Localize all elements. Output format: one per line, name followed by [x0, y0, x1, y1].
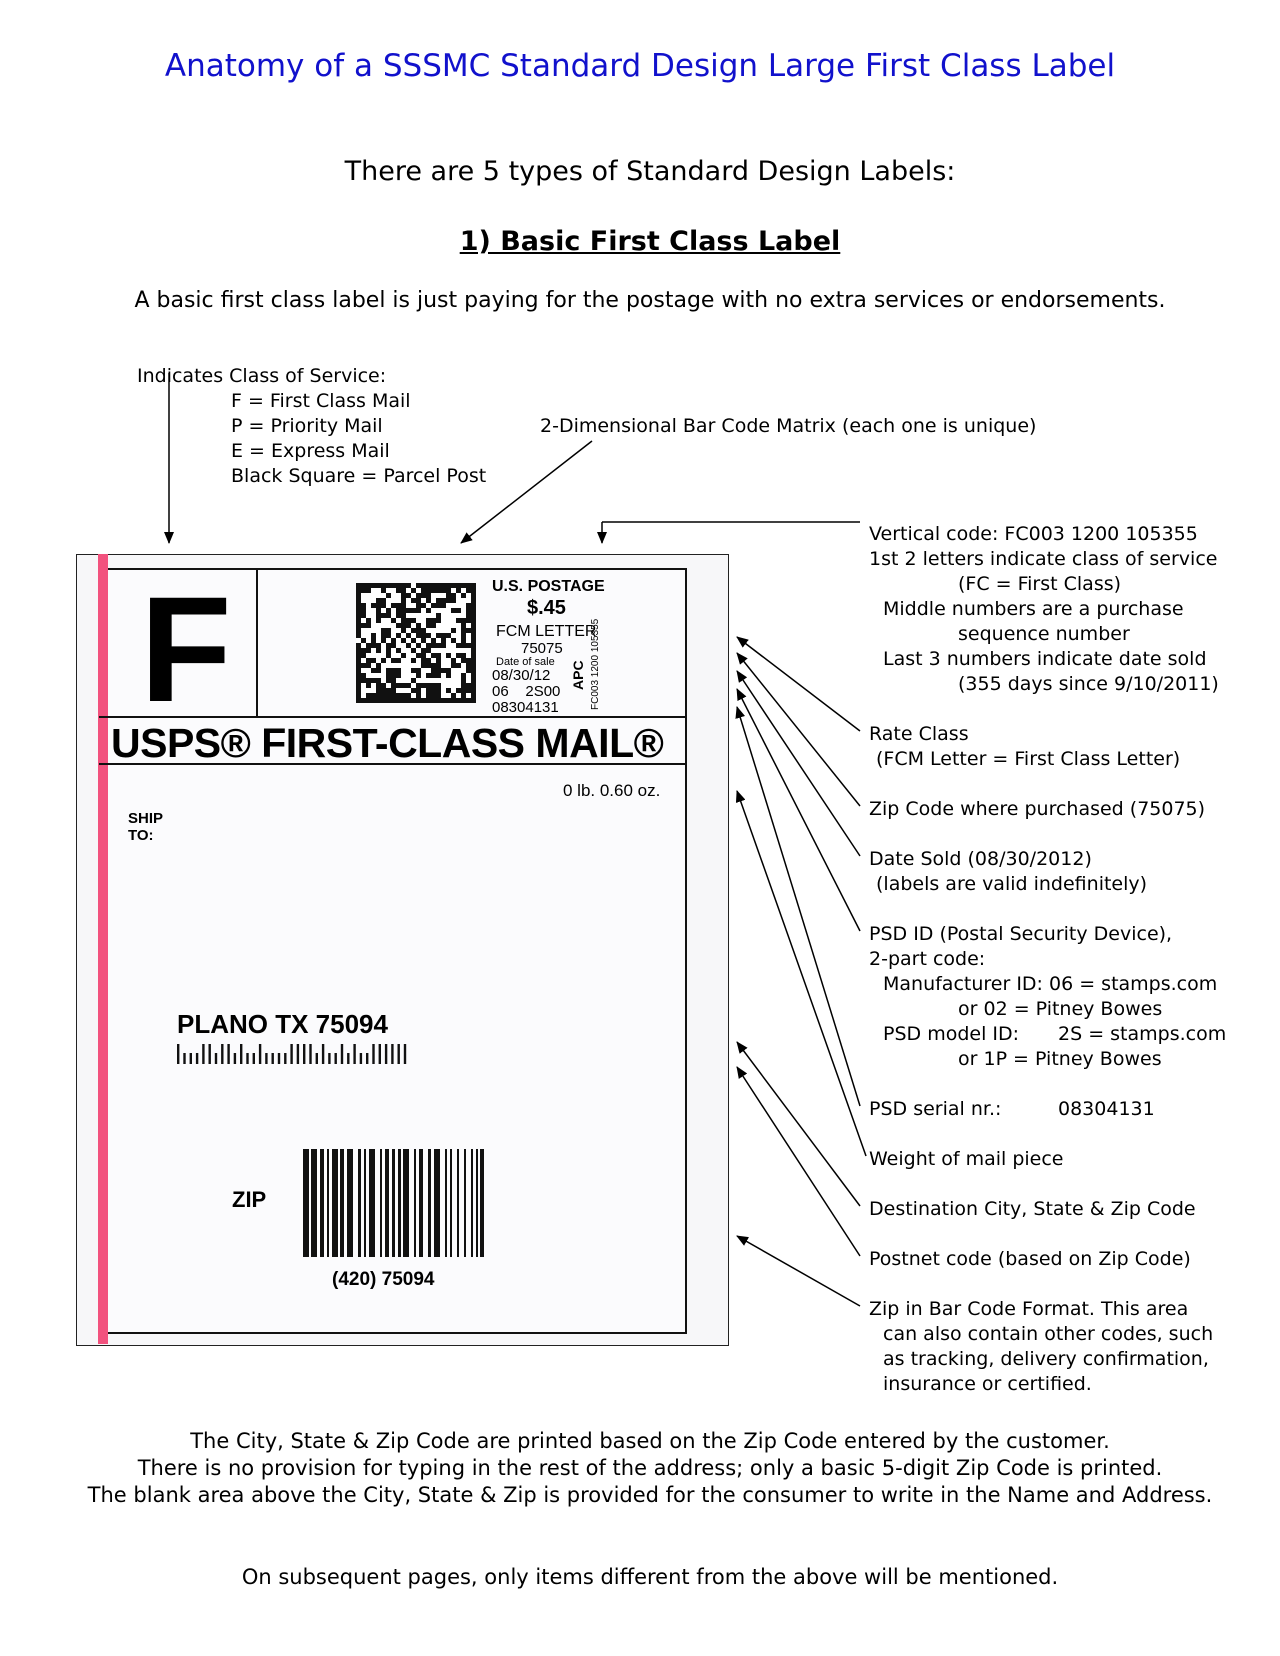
- label-divider: [256, 568, 258, 718]
- footer-last-line: On subsequent pages, only items different from the above will be mentioned.: [241, 1565, 1059, 1589]
- postnet-barcode: [177, 1042, 417, 1066]
- footer-line: There is no provision for typing in the rest of the address; only a basic 5-digit Zip Code is printed.: [137, 1456, 1163, 1480]
- vertical-code-note: (355 days since 9/10/2011): [958, 673, 1219, 695]
- datamatrix-barcode: [356, 583, 476, 703]
- vertical-code-note: (FC = First Class): [958, 573, 1122, 595]
- vertical-code-note: sequence number: [958, 623, 1130, 645]
- rate-class-note: Rate Class: [869, 723, 969, 745]
- class-letter: F: [140, 565, 232, 733]
- arrow-destination: [737, 1042, 860, 1206]
- psd-note: 2S = stamps.com: [1058, 1023, 1227, 1045]
- serial-note: 08304131: [1058, 1098, 1155, 1120]
- arrow-date-sold: [737, 671, 860, 856]
- arrow-weight: [737, 791, 866, 1156]
- ship-to-label: SHIP: [128, 810, 164, 827]
- class-note-line: E = Express Mail: [231, 440, 390, 462]
- rate-class-note: (FCM Letter = First Class Letter): [876, 748, 1181, 770]
- arrow-barcode-matrix: [461, 441, 592, 543]
- class-note-heading: Indicates Class of Service:: [137, 365, 387, 387]
- purchase-zip: 75075: [521, 640, 563, 657]
- arrow-postnet: [737, 1067, 860, 1256]
- mail-weight: 0 lb. 0.60 oz.: [563, 781, 661, 800]
- psd-note: or 02 = Pitney Bowes: [958, 998, 1163, 1020]
- zip-barcode-note: can also contain other codes, such: [883, 1323, 1214, 1345]
- intro-text: A basic first class label is just paying for the postage with no extra services or endorsements.: [134, 288, 1166, 313]
- psd-note: PSD model ID:: [883, 1023, 1020, 1045]
- zip-purchased-note: Zip Code where purchased (75075): [869, 798, 1206, 820]
- arrow-zip-purchased: [737, 653, 860, 806]
- psd-note: PSD ID (Postal Security Device),: [869, 923, 1173, 945]
- date-sold-note: (labels are valid indefinitely): [876, 873, 1148, 895]
- arrow-zip-barcode: [737, 1236, 860, 1306]
- postnet-note: Postnet code (based on Zip Code): [869, 1248, 1191, 1270]
- sale-date: 08/30/12: [492, 667, 551, 684]
- ship-to-label: TO:: [128, 827, 154, 844]
- psd-serial: 08304131: [492, 699, 559, 716]
- psd-note: Manufacturer ID: 06 = stamps.com: [883, 973, 1218, 995]
- zip-barcode-text: (420) 75094: [332, 1269, 435, 1290]
- zip-barcode-note: Zip in Bar Code Format. This area: [869, 1298, 1189, 1320]
- section-heading: 1) Basic First Class Label: [459, 226, 841, 257]
- barcode-note: 2-Dimensional Bar Code Matrix (each one is unique): [540, 415, 1037, 437]
- footer-line: The City, State & Zip Code are printed based on the Zip Code entered by the customer.: [190, 1429, 1110, 1453]
- vertical-code: FC003 1200 105355: [590, 618, 601, 710]
- footer-line: The blank area above the City, State & Zip is provided for the consumer to write in the Name and Address.: [87, 1483, 1213, 1507]
- date-caption: Date of sale: [496, 656, 555, 668]
- postage-amount: $.45: [527, 597, 566, 619]
- date-sold-note: Date Sold (08/30/2012): [869, 848, 1092, 870]
- arrow-psd: [737, 689, 860, 931]
- vertical-code-note: 1st 2 letters indicate class of service: [869, 548, 1218, 570]
- vertical-code-note: Middle numbers are a purchase: [883, 598, 1184, 620]
- psd-note: or 1P = Pitney Bowes: [958, 1048, 1162, 1070]
- psd-code: 06 2S00: [492, 683, 561, 700]
- psd-note: 2-part code:: [869, 948, 986, 970]
- postage-title: U.S. POSTAGE: [492, 578, 605, 595]
- rate-class: FCM LETTER: [496, 623, 597, 640]
- serial-note: PSD serial nr.:: [869, 1098, 1002, 1120]
- pink-edge-stripe: [98, 554, 108, 1344]
- subtitle: There are 5 types of Standard Design Labels:: [344, 156, 956, 187]
- vertical-code-note: Vertical code: FC003 1200 105355: [869, 523, 1198, 545]
- vertical-code-note: Last 3 numbers indicate date sold: [883, 648, 1207, 670]
- weight-note: Weight of mail piece: [869, 1148, 1064, 1170]
- class-note-line: P = Priority Mail: [231, 415, 383, 437]
- destination-note: Destination City, State & Zip Code: [869, 1198, 1196, 1220]
- destination-city: PLANO TX 75094: [177, 1009, 388, 1039]
- arrow-rate-class: [737, 637, 860, 731]
- zip-barcode: [303, 1149, 503, 1259]
- class-note-line: Black Square = Parcel Post: [231, 465, 487, 487]
- page-title: Anatomy of a SSSMC Standard Design Large First Class Label: [164, 48, 1116, 84]
- zip-barcode-note: as tracking, delivery confirmation,: [883, 1348, 1209, 1370]
- arrow-serial: [737, 707, 860, 1106]
- class-banner: USPS® FIRST-CLASS MAIL®: [111, 720, 664, 766]
- zip-label: ZIP: [232, 1187, 267, 1212]
- class-note-line: F = First Class Mail: [231, 390, 411, 412]
- apc-marker: APC: [570, 660, 586, 690]
- zip-barcode-note: insurance or certified.: [883, 1373, 1092, 1395]
